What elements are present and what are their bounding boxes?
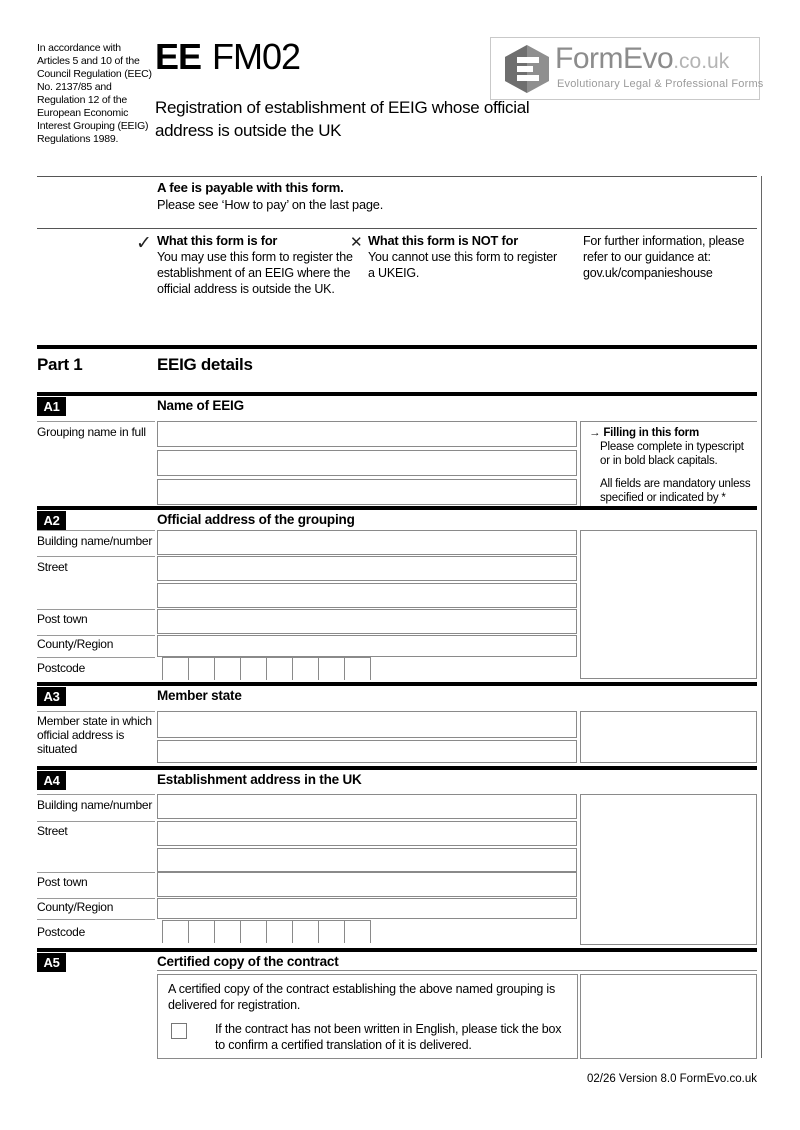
part1-bar: [37, 345, 757, 349]
postcode-cell[interactable]: [188, 657, 214, 680]
form-code-number: FM02: [212, 36, 301, 77]
a4-building-label: Building name/number: [37, 798, 153, 812]
form-not-for-title: What this form is NOT for: [368, 233, 518, 248]
label-divider: [37, 919, 155, 920]
part1-title: EEIG details: [157, 355, 253, 374]
a4-street-input-2[interactable]: [157, 848, 577, 872]
a4-street-input-1[interactable]: [157, 821, 577, 846]
a4-posttown-label: Post town: [37, 875, 88, 889]
filling-note-title: Filling in this form: [603, 427, 699, 439]
logo-wordmark: [555, 42, 729, 76]
footer-version: 02/26 Version 8.0 FormEvo.co.uk: [586, 1073, 757, 1085]
translation-checkbox[interactable]: [171, 1023, 187, 1039]
arrow-icon: →: [589, 427, 601, 439]
a2-street-input-2[interactable]: [157, 583, 577, 608]
a4-county-input[interactable]: [157, 898, 577, 919]
filling-note-line1: Please complete in typescript or in bold black capitals.: [600, 441, 744, 467]
grouping-name-input-2[interactable]: [157, 450, 577, 476]
formevo-logo: [490, 37, 764, 100]
postcode-cell[interactable]: [214, 657, 240, 680]
a4-county-label: County/Region: [37, 900, 114, 914]
label-divider: [37, 872, 155, 873]
fee-note: Please see ‘How to pay’ on the last page.: [157, 197, 384, 212]
a2-county-label: County/Region: [37, 637, 114, 651]
a2-county-input[interactable]: [157, 635, 577, 657]
label-divider: [37, 421, 155, 422]
label-divider: [37, 821, 155, 822]
label-divider: [37, 794, 155, 795]
postcode-cell[interactable]: [240, 920, 266, 943]
postcode-cell[interactable]: [266, 657, 292, 680]
section-bar-a5: [37, 948, 757, 952]
grouping-name-label: Grouping name in full: [37, 425, 146, 439]
form-title: Registration of establishment of EEIG whose official address is outside the UK: [155, 98, 530, 140]
a5-content-box: [157, 974, 578, 1059]
postcode-cell[interactable]: [162, 920, 188, 943]
a4-street-label: Street: [37, 824, 68, 838]
a2-posttown-label: Post town: [37, 612, 88, 626]
a2-postcode-boxes: [162, 657, 371, 680]
a2-badge: A2: [37, 511, 66, 530]
logo-name: FormEvo: [555, 42, 674, 75]
filling-note-line2: All fields are mandatory unless specified or indicated by *: [600, 478, 751, 504]
further-info: For further information, please refer to our guidance at: gov.uk/companieshouse: [583, 234, 745, 280]
a2-building-input[interactable]: [157, 530, 577, 555]
postcode-cell[interactable]: [344, 920, 371, 943]
label-divider: [37, 635, 155, 636]
filling-note-box: [580, 421, 757, 507]
a4-postcode-boxes: [162, 920, 371, 943]
a4-heading: Establishment address in the UK: [157, 772, 362, 787]
postcode-cell[interactable]: [292, 657, 318, 680]
a1-badge: A1: [37, 397, 66, 416]
a2-street-input-1[interactable]: [157, 556, 577, 581]
a2-side-box: [580, 530, 757, 679]
a4-postcode-label: Postcode: [37, 925, 86, 939]
regulation-note: In accordance with Articles 5 and 10 of the Council Regulation (EEC) No. 2137/85 and Regulation 12 of the European Economic Interest Grouping (EEIG) Regulations 1989.: [37, 42, 152, 145]
grouping-name-input-3[interactable]: [157, 479, 577, 505]
label-divider: [37, 711, 155, 712]
postcode-cell[interactable]: [266, 920, 292, 943]
form-code-prefix: EE: [155, 36, 202, 77]
logo-tagline: Evolutionary Legal & Professional Forms: [557, 78, 764, 90]
cross-icon: ✕: [350, 234, 363, 251]
section-bar-a4: [37, 766, 757, 770]
a4-badge: A4: [37, 771, 66, 790]
form-not-for-body: You cannot use this form to register a UKEIG.: [368, 250, 557, 280]
postcode-cell[interactable]: [214, 920, 240, 943]
check-icon: ✓: [136, 233, 152, 254]
form-code: [155, 36, 300, 78]
a4-side-box: [580, 794, 757, 945]
postcode-cell[interactable]: [318, 657, 344, 680]
translation-tick-label: If the contract has not been written in English, please tick the box to confirm a certified translation of it is delivered.: [215, 1022, 562, 1052]
section-bar-a2: [37, 506, 757, 510]
postcode-cell[interactable]: [344, 657, 371, 680]
divider: [37, 176, 757, 177]
a3-member-state-input-1[interactable]: [157, 711, 577, 738]
a5-badge: A5: [37, 953, 66, 972]
postcode-cell[interactable]: [162, 657, 188, 680]
a2-heading: Official address of the grouping: [157, 512, 355, 527]
part1-label: Part 1: [37, 355, 83, 374]
a5-side-box: [580, 974, 757, 1059]
a2-building-label: Building name/number: [37, 534, 153, 548]
label-divider: [37, 609, 155, 610]
a5-heading-underline: [157, 970, 757, 971]
a5-statement: A certified copy of the contract establishing the above named grouping is delivered for registration.: [168, 982, 556, 1012]
section-bar-a1: [37, 392, 757, 396]
label-divider: [37, 530, 155, 531]
postcode-cell[interactable]: [292, 920, 318, 943]
a3-side-box: [580, 711, 757, 763]
a3-member-state-input-2[interactable]: [157, 740, 577, 763]
page-edge-line: [761, 176, 762, 1058]
a4-posttown-input[interactable]: [157, 872, 577, 897]
section-bar-a3: [37, 682, 757, 686]
postcode-cell[interactable]: [240, 657, 266, 680]
formevo-hexagon-icon: [505, 45, 549, 98]
label-divider: [37, 898, 155, 899]
a1-heading: Name of EEIG: [157, 398, 244, 413]
fee-heading: A fee is payable with this form.: [157, 180, 344, 195]
postcode-cell[interactable]: [318, 920, 344, 943]
a2-posttown-input[interactable]: [157, 609, 577, 634]
a4-building-input[interactable]: [157, 794, 577, 819]
label-divider: [37, 657, 155, 658]
a3-heading: Member state: [157, 688, 242, 703]
form-is-for-body: You may use this form to register the establishment of an EEIG where the official address is outside the UK.: [157, 250, 353, 296]
label-divider: [37, 556, 155, 557]
a2-street-label: Street: [37, 560, 68, 574]
a5-heading: Certified copy of the contract: [157, 954, 339, 969]
a3-member-state-label: Member state in which official address is situated: [37, 714, 152, 756]
form-is-for-title: What this form is for: [157, 233, 278, 248]
postcode-cell[interactable]: [188, 920, 214, 943]
a2-postcode-label: Postcode: [37, 661, 86, 675]
a3-badge: A3: [37, 687, 66, 706]
divider: [37, 228, 757, 229]
grouping-name-input-1[interactable]: [157, 421, 577, 447]
logo-suffix: .co.uk: [673, 50, 730, 73]
